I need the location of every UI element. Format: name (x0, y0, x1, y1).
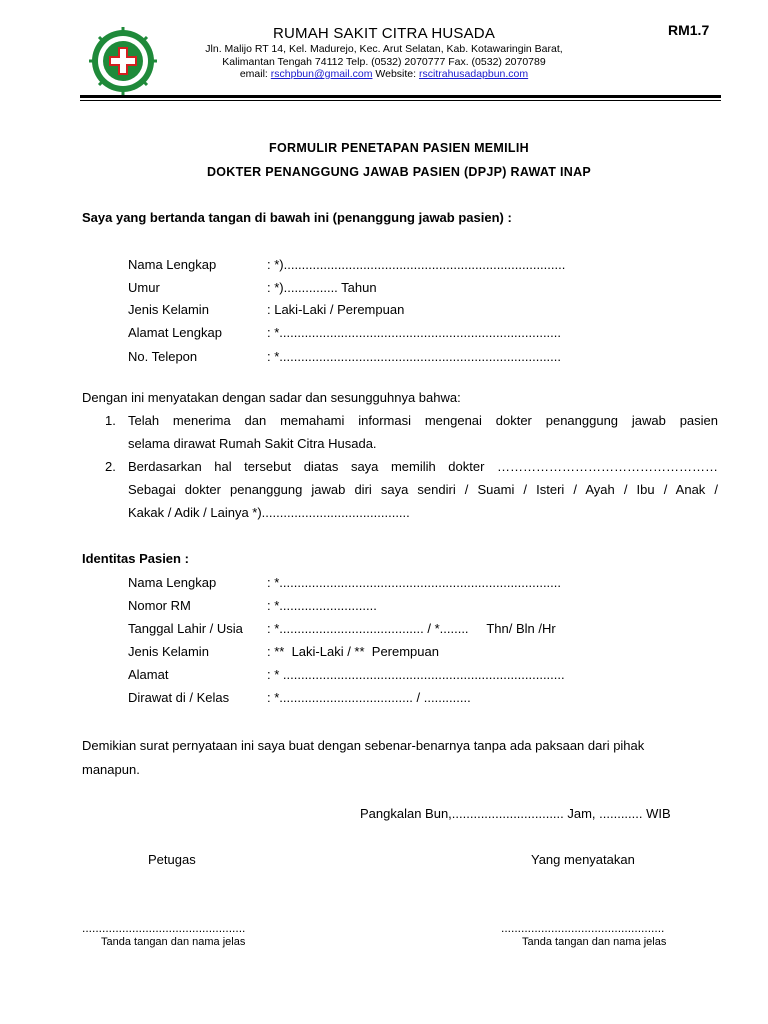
guardian-address-label: Alamat Lengkap (128, 325, 222, 340)
patient-rm-label: Nomor RM (128, 598, 191, 613)
closing-line-1: Demikian surat pernyataan ini saya buat dengan sebenar-benarnya tanpa ada paksaan dari pihak (82, 738, 645, 753)
statement-item-1-line-2: selama dirawat Rumah Sakit Citra Husada. (128, 436, 377, 451)
statement-item-2-number: 2. (105, 459, 116, 474)
place-date-line[interactable]: Pangkalan Bun,............................... Jam, ............ WIB (360, 806, 671, 821)
statement-item-2-line-1[interactable]: Berdasarkan hal tersebut diatas saya memilih dokter …………………………………………… (128, 459, 718, 474)
guardian-name-label: Nama Lengkap (128, 257, 217, 272)
patient-name-label: Nama Lengkap (128, 575, 217, 590)
guardian-phone-field[interactable]: : *.............................................................................. (267, 349, 562, 364)
contact-line (0, 68, 768, 80)
website-label: Website: (375, 68, 417, 80)
left-signature-caption: Tanda tangan dan nama jelas (101, 936, 246, 948)
patient-ward-field[interactable]: : *..................................... / ............. (267, 690, 471, 705)
guardian-address-field[interactable]: : *.............................................................................. (267, 325, 562, 340)
guardian-name-field[interactable]: : *).............................................................................. (267, 257, 566, 272)
email-label: email: (239, 68, 268, 80)
header-divider (80, 95, 721, 98)
guardian-phone-label: No. Telepon (128, 349, 198, 364)
statement-item-1-line-1: Telah menerima dan memahami informasi mengenai dokter penanggung jawab pasien (128, 413, 718, 428)
patient-gender-field[interactable]: : ** Laki-Laki / ** Perempuan (267, 644, 439, 659)
statement-item-1-number: 1. (105, 413, 116, 428)
statement-item-2-line-2: Sebagai dokter penanggung jawab diri saya sendiri / Suami / Isteri / Ayah / Ibu / Anak / (128, 482, 718, 497)
statement-lead: Dengan ini menyatakan dengan sadar dan sesungguhnya bahwa: (82, 390, 461, 405)
guardian-age-field[interactable]: : *)............... Tahun (267, 280, 377, 295)
left-signature-line[interactable]: ................................................. (82, 921, 246, 935)
form-title-line-1: FORMULIR PENETAPAN PASIEN MEMILIH (269, 141, 529, 155)
patient-address-label: Alamat (128, 667, 169, 682)
left-signer-role: Petugas (148, 852, 196, 867)
website-link[interactable]: rscitrahusadapbun.com (419, 68, 529, 80)
guardian-gender-field[interactable]: : Laki-Laki / Perempuan (267, 302, 405, 317)
intro-text: Saya yang bertanda tangan di bawah ini (penanggung jawab pasien) : (82, 210, 512, 225)
right-signer-role: Yang menyatakan (531, 852, 635, 867)
statement-item-2-line-3[interactable]: Kakak / Adik / Lainya *)......................................... (128, 505, 410, 520)
guardian-age-label: Umur (128, 280, 160, 295)
header-divider-thin (80, 100, 721, 101)
address-line-1: Jln. Malijo RT 14, Kel. Madurejo, Kec. Arut Selatan, Kab. Kotawaringin Barat, (205, 43, 563, 55)
closing-line-2: manapun. (82, 762, 140, 777)
patient-ward-label: Dirawat di / Kelas (128, 690, 230, 705)
patient-dob-field[interactable]: : *........................................ / *........ Thn/ Bln /Hr (267, 621, 556, 636)
guardian-gender-label: Jenis Kelamin (128, 302, 209, 317)
patient-heading: Identitas Pasien : (82, 551, 189, 566)
patient-dob-label: Tanggal Lahir / Usia (128, 621, 243, 636)
patient-address-field[interactable]: : * .............................................................................. (267, 667, 565, 682)
patient-rm-field[interactable]: : *........................... (267, 598, 377, 613)
patient-name-field[interactable]: : *.............................................................................. (267, 575, 562, 590)
address-line-2: Kalimantan Tengah 74112 Telp. (0532) 2070777 Fax. (0532) 2070789 (222, 56, 546, 68)
hospital-name: RUMAH SAKIT CITRA HUSADA (272, 25, 496, 42)
right-signature-line[interactable]: ................................................. (501, 921, 665, 935)
right-signature-caption: Tanda tangan dan nama jelas (522, 936, 667, 948)
patient-gender-label: Jenis Kelamin (128, 644, 209, 659)
form-code: RM1.7 (668, 22, 710, 38)
form-title-line-2: DOKTER PENANGGUNG JAWAB PASIEN (DPJP) RAWAT INAP (206, 165, 592, 179)
email-link[interactable]: rschpbun@gmail.com (270, 68, 373, 80)
